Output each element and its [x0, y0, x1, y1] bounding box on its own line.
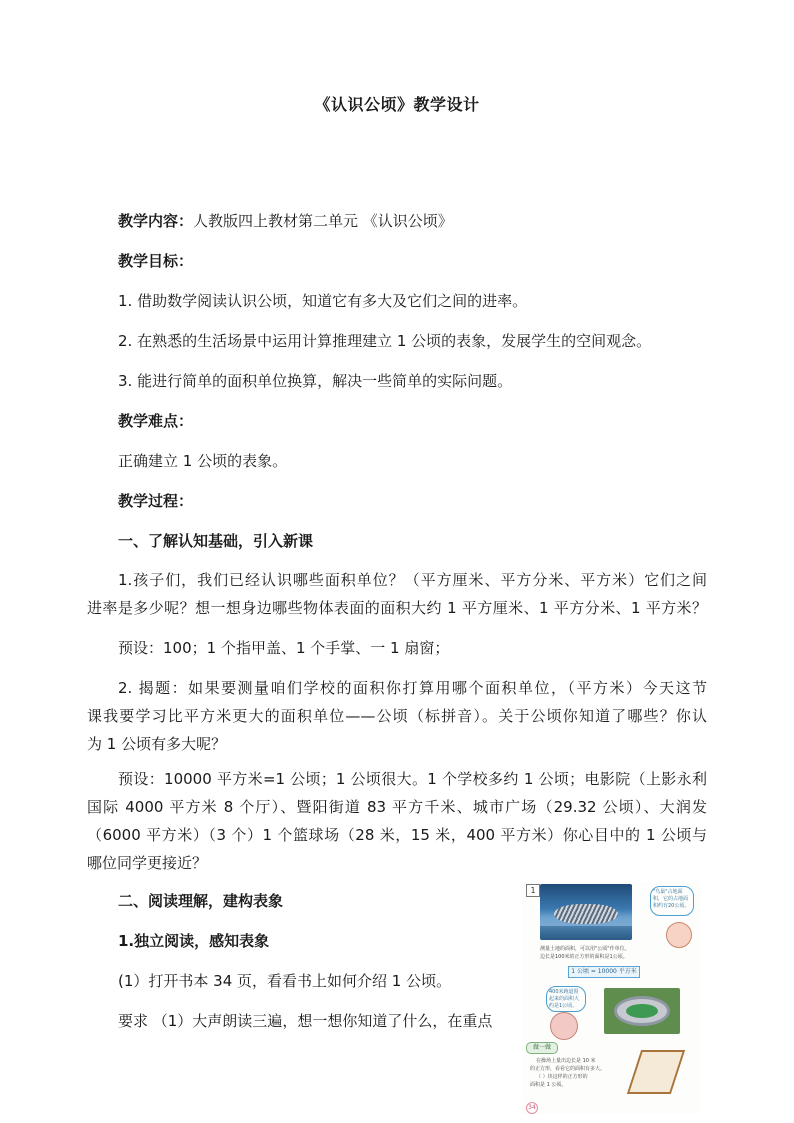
difficulty-text: 正确建立 1 公顷的表象。 [118, 452, 288, 470]
step-open-book: (1）打开书本 34 页，看看书上如何介绍 1 公顷。 [118, 972, 452, 990]
textbook-page-number: 34 [526, 1102, 538, 1114]
goal-item-1: 1. 借助数学阅读认识公顷，知道它有多大及它们之间的进率。 [118, 292, 528, 310]
speech-bubble-track: 400米跑道围起来的面积大约是1公顷。 [546, 986, 586, 1012]
hectare-formula-box: 1 公顷 = 10000 平方米 [568, 966, 640, 978]
paragraph-line: 国际 4000 平方米 8 个厅）、暨阳街道 83 平方千米、城市广场（29.32 公顷）、大润发 [87, 798, 707, 816]
student-cartoon-icon [666, 922, 692, 948]
subsection-1-heading: 1.独立阅读，感知表象 [118, 932, 270, 950]
document-title: 《认识公顷》教学设计 [314, 95, 480, 114]
goals-heading: 教学目标： [118, 252, 194, 270]
section-1-heading: 一、了解认知基础，引入新课 [118, 532, 314, 550]
student-cartoon-icon [550, 1012, 578, 1040]
paragraph-units [87, 566, 707, 622]
paragraph-line: 2. 揭题：如果要测量咱们学校的面积你打算用哪个面积单位，（平方米）今天这节 [118, 679, 707, 697]
paragraph-line: 1.孩子们，我们已经认识哪些面积单位？（平方厘米、平方分米、平方米）它们之间 [118, 571, 707, 589]
exercise-text-4: 面积是 1 公顷。 [530, 1082, 567, 1088]
exercise-text-1: 在操场上量出边长是 10 米 [536, 1058, 596, 1064]
exercise-text-3: （ ）块这样的正方形的 [536, 1074, 588, 1080]
example-badge: 1 [526, 884, 540, 897]
goal-item-2: 2. 在熟悉的生活场景中运用计算推理建立 1 公顷的表象，发展学生的空间观念。 [118, 332, 652, 350]
paragraph-line: 进率是多少呢？想一想身边哪些物体表面的面积大约 1 平方厘米、1 平方分米、1 平方米？ [87, 599, 707, 617]
paragraph-line: 课我要学习比平方米更大的面积单位——公顷（标拼音）。关于公顷你知道了哪些？你认 [87, 707, 707, 725]
textbook-caption-1: 测量土地的面积，可以用"公顷"作单位。 [540, 946, 630, 952]
exercise-tag: 做一做 [526, 1042, 558, 1054]
preset-answer-1: 预设：100；1 个指甲盖、1 个手掌、一 1 扇窗； [118, 639, 450, 657]
content-label: 教学内容： [118, 212, 194, 230]
exercise-text-2: 的正方形，看看它的面积有多大。 [530, 1066, 606, 1072]
paragraph-line: （6000 平方米）（3 个）1 个篮球场（28 米，15 米，400 平方米）你心目中的 1 公顷与 [87, 826, 707, 844]
textbook-caption-2: 边长是100米的正方形的面积是1公顷。 [540, 954, 628, 960]
goal-item-3: 3. 能进行简单的面积单位换算，解决一些简单的实际问题。 [118, 372, 513, 390]
paragraph-preset-2 [87, 765, 707, 877]
paragraph-topic [87, 674, 707, 758]
difficulty-heading: 教学难点： [118, 412, 194, 430]
content-text: 人教版四上教材第二单元 《认识公顷》 [193, 212, 453, 230]
process-heading: 教学过程： [118, 492, 194, 510]
track-stadium-photo [604, 988, 680, 1034]
paragraph-line: 预设：10000 平方米=1 公顷；1 公顷很大。1 个学校多约 1 公顷；电影院（上影永利 [118, 770, 707, 788]
textbook-page-image [522, 882, 700, 1114]
square-field-drawing [627, 1050, 685, 1094]
paragraph-line: 为 1 公顷有多大呢？ [87, 735, 227, 753]
section-2-heading: 二、阅读理解，建构表象 [118, 892, 284, 910]
birds-nest-stadium-photo [540, 884, 632, 940]
speech-bubble-birds-nest: "鸟巢"占地面积，它的占地面积约有20公顷。 [650, 886, 694, 916]
paragraph-line: 哪位同学更接近？ [87, 854, 208, 872]
step-requirement: 要求 （1）大声朗读三遍，想一想你知道了什么，在重点 [118, 1012, 493, 1030]
content-line [118, 211, 453, 231]
